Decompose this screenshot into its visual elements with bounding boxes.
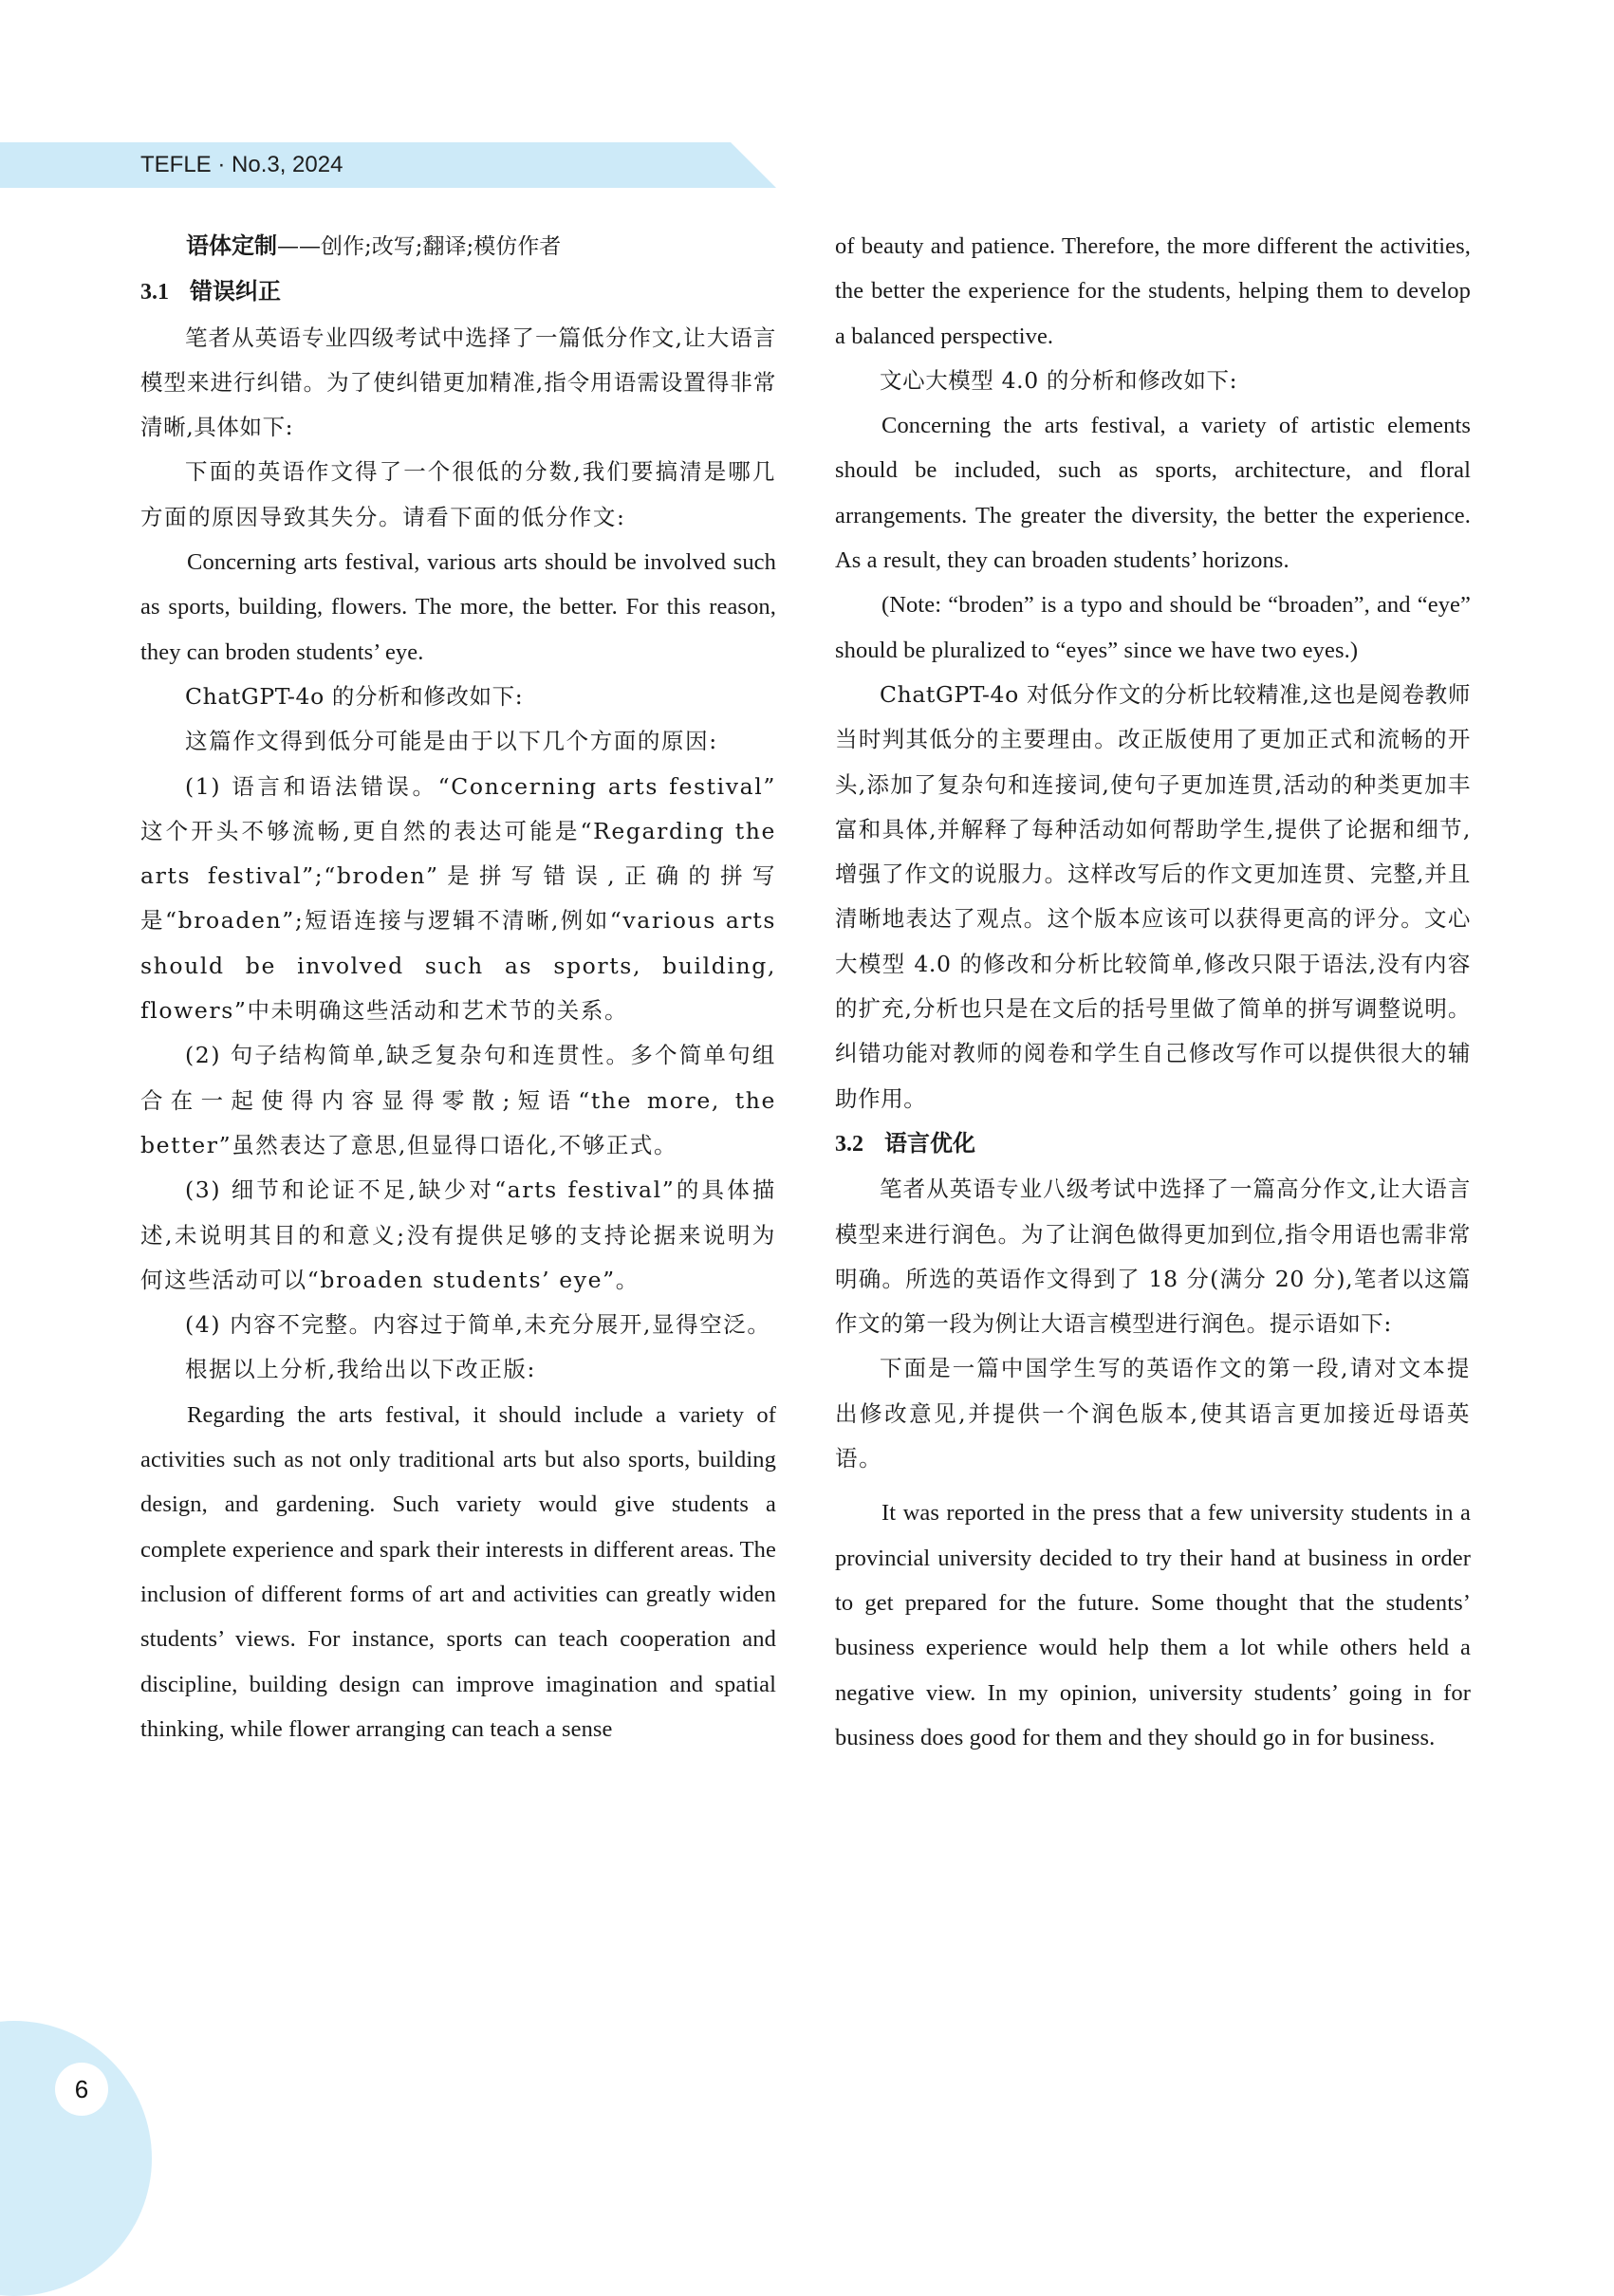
subheading-rest: ——创作;改写;翻译;模仿作者 (277, 234, 562, 259)
section-title: 语言优化 (884, 1129, 975, 1157)
header-band (0, 142, 776, 188)
section-3-2-heading (835, 1121, 1471, 1167)
revised-essay-paragraph: Regarding the arts festival, it should include a variety of activities such as not only traditional arts but also sports, building design, and gardening. Such variety would give students a complete experience and spark their interests in different areas. The inclusion of different forms of art and activities can greatly widen students’ views. For instance, sports can teach cooperation and discipline, building design can improve imagination and spatial thinking, while flower arranging can teach a sense (140, 1401, 776, 1742)
paragraph: 笔者从英语专业八级考试中选择了一篇高分作文,让大语言模型来进行润色。为了让润色做得更加到位,指令用语也需非常明确。所选的英语作文得到了 18 分(满分 20 分),笔者以这篇作文的第一段为例让大语言模型进行润色。提示语如下: (835, 1176, 1471, 1338)
subheading (140, 224, 776, 269)
student-essay-paragraph: Concerning arts festival, various arts should be involved such as sports, building, flowers. The more, the better. For this reason, they can broden students’ eye. (140, 549, 776, 665)
running-head: TEFLE · No.3, 2024 (140, 152, 343, 177)
ernie-revision-paragraph: Concerning the arts festival, a variety of artistic elements should be included, such as sports, architecture, and floral arrangements. The greater the diversity, the better the experience. As a result, they can broaden students’ horizons. (835, 413, 1471, 574)
paragraph: 根据以上分析,我给出以下改正版: (185, 1356, 536, 1383)
prompt-paragraph: 下面是一篇中国学生写的英语作文的第一段,请对文本提出修改意见,并提供一个润色版本,使其语言更加接近母语英语。 (835, 1355, 1471, 1472)
discussion-paragraph: ChatGPT-4o 对低分作文的分析比较精准,这也是阅卷教师当时判其低分的主要理由。改正版使用了更加正式和流畅的开头,添加了复杂句和连接词,使句子更加连贯,活动的种类更加丰富和具体,并解释了每种活动如何帮助学生,提供了论据和细节,增强了作文的说服力。这样改写后的作文更加连贯、完整,并且清晰地表达了观点。这个版本应该可以获得更高的评分。文心大模型 4.0 的修改和分析比较简单,修改只限于语法,没有内容的扩充,分析也只是在文后的括号里做了简单的拼写调整说明。纠错功能对教师的阅卷和学生自己修改写作可以提供很大的辅助作用。 (835, 680, 1471, 1112)
section-number: 3.1 (140, 280, 169, 306)
analysis-point-4: (4) 内容不完整。内容过于简单,未充分展开,显得空泛。 (185, 1311, 771, 1339)
note-paragraph: (Note: “broden” is a typo and should be “broaden”, and “eye” should be pluralized to “eyes” since we have two eyes.) (835, 592, 1471, 663)
prompt-paragraph: 下面的英语作文得了一个很低的分数,我们要搞清是哪几方面的原因导致其失分。请看下面的低分作文: (140, 458, 776, 530)
paragraph: 这篇作文得到低分可能是由于以下几个方面的原因: (185, 728, 718, 755)
revised-essay-continued: of beauty and patience. Therefore, the more different the activities, the better the experience for the students, helping them to develop a balanced perspective. (835, 233, 1471, 349)
spacer (835, 1481, 1471, 1491)
left-column (140, 224, 776, 1751)
section-title: 错误纠正 (190, 278, 281, 306)
analysis-point-3: (3) 细节和论证不足,缺少对“arts festival”的具体描述,未说明其目的和意义;没有提供足够的支持论据来说明为何这些活动可以“broaden students’ eye”。 (140, 1176, 776, 1293)
section-3-1-heading (140, 269, 776, 315)
section-number: 3.2 (835, 1131, 863, 1157)
subheading-bold: 语体定制 (186, 232, 277, 259)
paragraph: 文心大模型 4.0 的分析和修改如下: (880, 366, 1238, 394)
analysis-point-2: (2) 句子结构简单,缺乏复杂句和连贯性。多个简单句组合在一起使得内容显得零散;短语“the more, the better”虽然表达了意思,但显得口语化,不够正式。 (140, 1042, 776, 1158)
paragraph: ChatGPT-4o 的分析和修改如下: (185, 682, 524, 710)
student-essay-paragraph: It was reported in the press that a few university students in a provincial university decided to try their hand at business in order to get prepared for the future. Some thought that the students’ business experience would help them a lot while others held a negative view. In my opinion, university students’ going in for business does good for them and they should go in for business. (835, 1500, 1471, 1750)
analysis-point-1: (1) 语言和语法错误。“Concerning arts festival” 这个开头不够流畅,更自然的表达可能是“Regarding the arts festival”;“broden”是拼写错误,正确的拼写是“broaden”;短语连接与逻辑不清晰,例如“various arts should be involved such as sports, building, flowers”中未明确这些活动和艺术节的关系。 (140, 772, 776, 1025)
paragraph: 笔者从英语专业四级考试中选择了一篇低分作文,让大语言模型来进行纠错。为了使纠错更加精准,指令用语需设置得非常清晰,具体如下: (140, 324, 776, 441)
right-column (835, 224, 1471, 1760)
page-number: 6 (74, 2075, 89, 2103)
